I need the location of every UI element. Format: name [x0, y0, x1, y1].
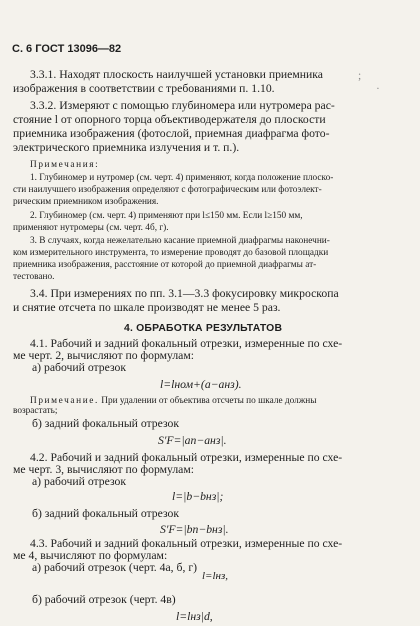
para-4-2-b: б) задний фокальный отрезок	[32, 506, 180, 520]
para-4-1-b: б) задний фокальный отрезок	[32, 417, 180, 431]
para-4-2-a: а) рабочий отрезок	[32, 474, 127, 488]
margin-mark: ·	[376, 82, 380, 95]
section-4-heading: 4. ОБРАБОТКА РЕЗУЛЬТАТОВ	[124, 323, 283, 335]
note-3-line4: тестовано.	[13, 272, 55, 282]
formula-6: l=lнз|d,	[176, 609, 213, 623]
para-3-3-2-line3: приемника изображения (фотослой, приемная диафрагма фото-	[13, 127, 330, 140]
note-1-line3: рическим приемником изображения.	[13, 197, 159, 207]
page-number: С. 6	[12, 43, 33, 55]
para-4-1-a: а) рабочий отрезок	[32, 361, 127, 375]
para-4-2-line2: ме черт. 3, вычисляют по формулам:	[13, 462, 195, 476]
note-4-1-text-line1: При удалении от объектива отсчеты по шкале должны	[101, 395, 317, 406]
para-3-3-1-line2: изображения в соответствии с требованиями п. 1.10.	[13, 82, 275, 95]
para-4-3-line1: 4.3. Рабочий и задний фокальный отрезки, измеренные по схе-	[30, 536, 343, 550]
para-4-3-b: б) рабочий отрезок (черт. 4в)	[32, 592, 176, 606]
note-1-line1: 1. Глубиномер и нутромер (см. черт. 4) применяют, когда положение плоско-	[30, 173, 334, 183]
note-2-line1: 2. Глубиномер (см. черт. 4) применяют при l≤150 мм. Если l≥150 мм,	[30, 211, 303, 221]
margin-mark: ;	[358, 69, 362, 82]
para-3-4-line1: 3.4. При измерениях по пп. 3.1—3.3 фокусировку микроскопа	[30, 287, 339, 300]
para-3-3-2-line4: электрического приемника излучения и т. п.).	[13, 141, 240, 154]
para-4-1-line2: ме черт. 2, вычисляют по формулам:	[13, 349, 195, 363]
formula-2: S′F=|aп−aнз|.	[158, 434, 227, 448]
para-3-3-2-line2: стояние l от опорного торца объективодержателя до плоскости	[13, 113, 326, 126]
note-2-line2: применяют нутромеры (см. черт. 4б, г).	[13, 223, 169, 233]
standard-number: ГОСТ 13096—82	[35, 43, 122, 55]
para-4-1-line1: 4.1. Рабочий и задний фокальный отрезки, измеренные по схе-	[30, 337, 343, 351]
note-4-1	[30, 395, 316, 407]
para-4-3-line2: ме 4, вычисляют по формулам:	[13, 548, 168, 562]
note-1-line2: сти наилучшего изображения определяют с фотографическим или фотоэлект-	[13, 185, 322, 195]
formula-3: l=|b−bнз|;	[172, 490, 224, 504]
para-3-3-1-line1: 3.3.1. Находят плоскость наилучшей установки приемника	[30, 68, 323, 81]
note-4-1-text-line2: возрастать;	[13, 406, 58, 417]
note-3-line3: приемника изображения, расстояние от которой до приемной диафрагмы ат-	[13, 260, 317, 270]
formula-1: l=lном+(a−aнз).	[160, 378, 242, 392]
page-header	[12, 42, 121, 56]
formula-5: l=lнз,	[202, 569, 229, 582]
para-4-3-a: а) рабочий отрезок (черт. 4а, б, г)	[32, 560, 198, 574]
note-4-1-label: Примечание.	[30, 395, 99, 406]
notes-title: Примечания:	[30, 160, 100, 170]
para-4-2-line1: 4.2. Рабочий и задний фокальный отрезки, измеренные по схе-	[30, 450, 343, 464]
note-3-line2: ком измерительного инструмента, то измерение проводят до базовой площадки	[13, 248, 329, 258]
note-3-line1: 3. В случаях, когда нежелательно касание приемной диафрагмы наконечни-	[30, 236, 330, 246]
para-3-3-2-line1: 3.3.2. Измеряют с помощью глубиномера или нутромера рас-	[30, 99, 335, 112]
para-3-4-line2: и снятие отсчета по шкале производят не менее 5 раз.	[13, 300, 281, 314]
formula-4: S′F=|bп−bнз|.	[160, 522, 229, 536]
